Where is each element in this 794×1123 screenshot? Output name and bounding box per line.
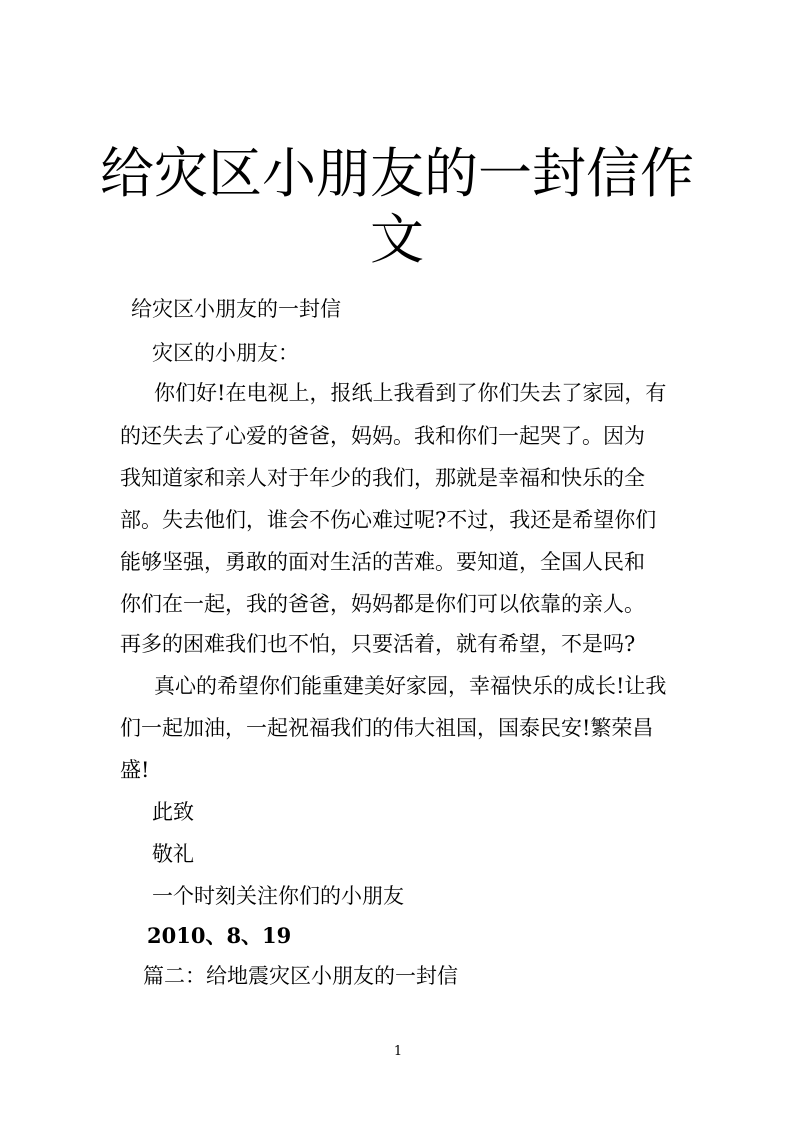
letter-signature: 一个时刻关注你们的小朋友 (152, 884, 404, 908)
paragraph-1-line-6: 你们在一起，我的爸爸，妈妈都是你们可以依靠的亲人。 (120, 592, 645, 616)
letter-subtitle: 给灾区小朋友的一封信 (131, 297, 341, 321)
document-title-line-2: 文 (370, 208, 424, 271)
page-number: 1 (393, 1044, 403, 1059)
letter-date: 2010、8、19 (147, 923, 292, 948)
paragraph-1-line-2: 的还失去了心爱的爸爸，妈妈。我和你们一起哭了。因为 (120, 424, 645, 448)
paragraph-2-line-1: 真心的希望你们能重建美好家园，幸福快乐的成长!让我 (154, 674, 667, 698)
paragraph-1-line-3: 我知道家和亲人对于年少的我们，那就是幸福和快乐的全 (120, 466, 645, 490)
paragraph-2-line-2: 们一起加油，一起祝福我们的伟大祖国，国泰民安!繁荣昌 (120, 716, 654, 740)
closing-cizhi: 此致 (152, 800, 194, 824)
letter-salutation: 灾区的小朋友： (152, 341, 299, 365)
paragraph-2-line-3: 盛! (120, 758, 150, 782)
next-section-heading: 篇二：给地震灾区小朋友的一封信 (143, 964, 458, 988)
paragraph-1-line-5: 能够坚强，勇敢的面对生活的苦难。要知道，全国人民和 (120, 550, 645, 574)
paragraph-1-line-7: 再多的困难我们也不怕，只要活着，就有希望，不是吗? (120, 632, 636, 656)
closing-jingli: 敬礼 (152, 842, 194, 866)
paragraph-1-line-4: 部。失去他们，谁会不伤心难过呢?不过，我还是希望你们 (120, 508, 657, 532)
document-title-line-1: 给灾区小朋友的一封信作 (100, 142, 694, 205)
paragraph-1-line-1: 你们好!在电视上，报纸上我看到了你们失去了家园，有 (154, 381, 667, 405)
